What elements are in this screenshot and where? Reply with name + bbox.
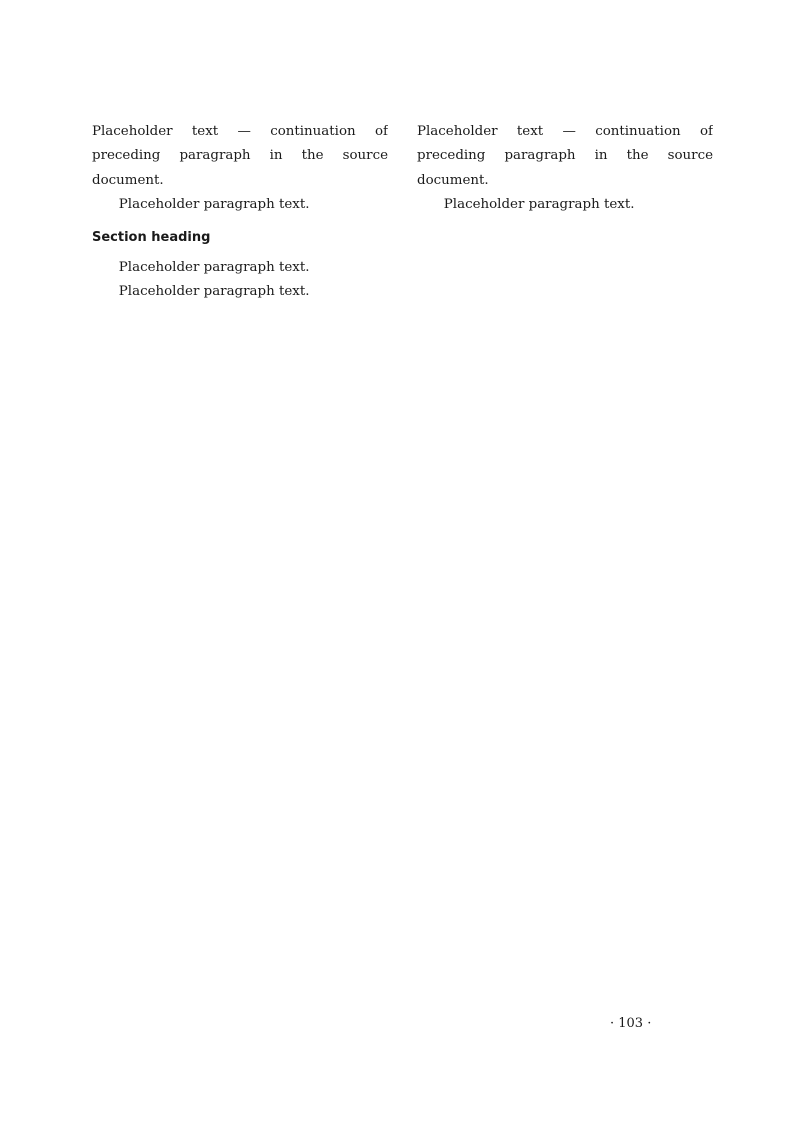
- body-paragraph: Placeholder paragraph text.: [118, 197, 310, 213]
- body-paragraph: Placeholder paragraph text.: [443, 197, 635, 213]
- body-paragraph: Placeholder paragraph text.: [118, 260, 310, 276]
- body-paragraph: Placeholder paragraph text.: [118, 284, 310, 300]
- left-column: [92, 120, 388, 1020]
- right-column: [417, 120, 713, 1020]
- page-number: · 103 ·: [610, 1016, 652, 1031]
- section-heading: Section heading: [92, 229, 211, 245]
- body-paragraph: Placeholder text — continuation of preceding paragraph in the source document.: [417, 124, 713, 188]
- body-paragraph: Placeholder text — continuation of preceding paragraph in the source document.: [92, 124, 388, 188]
